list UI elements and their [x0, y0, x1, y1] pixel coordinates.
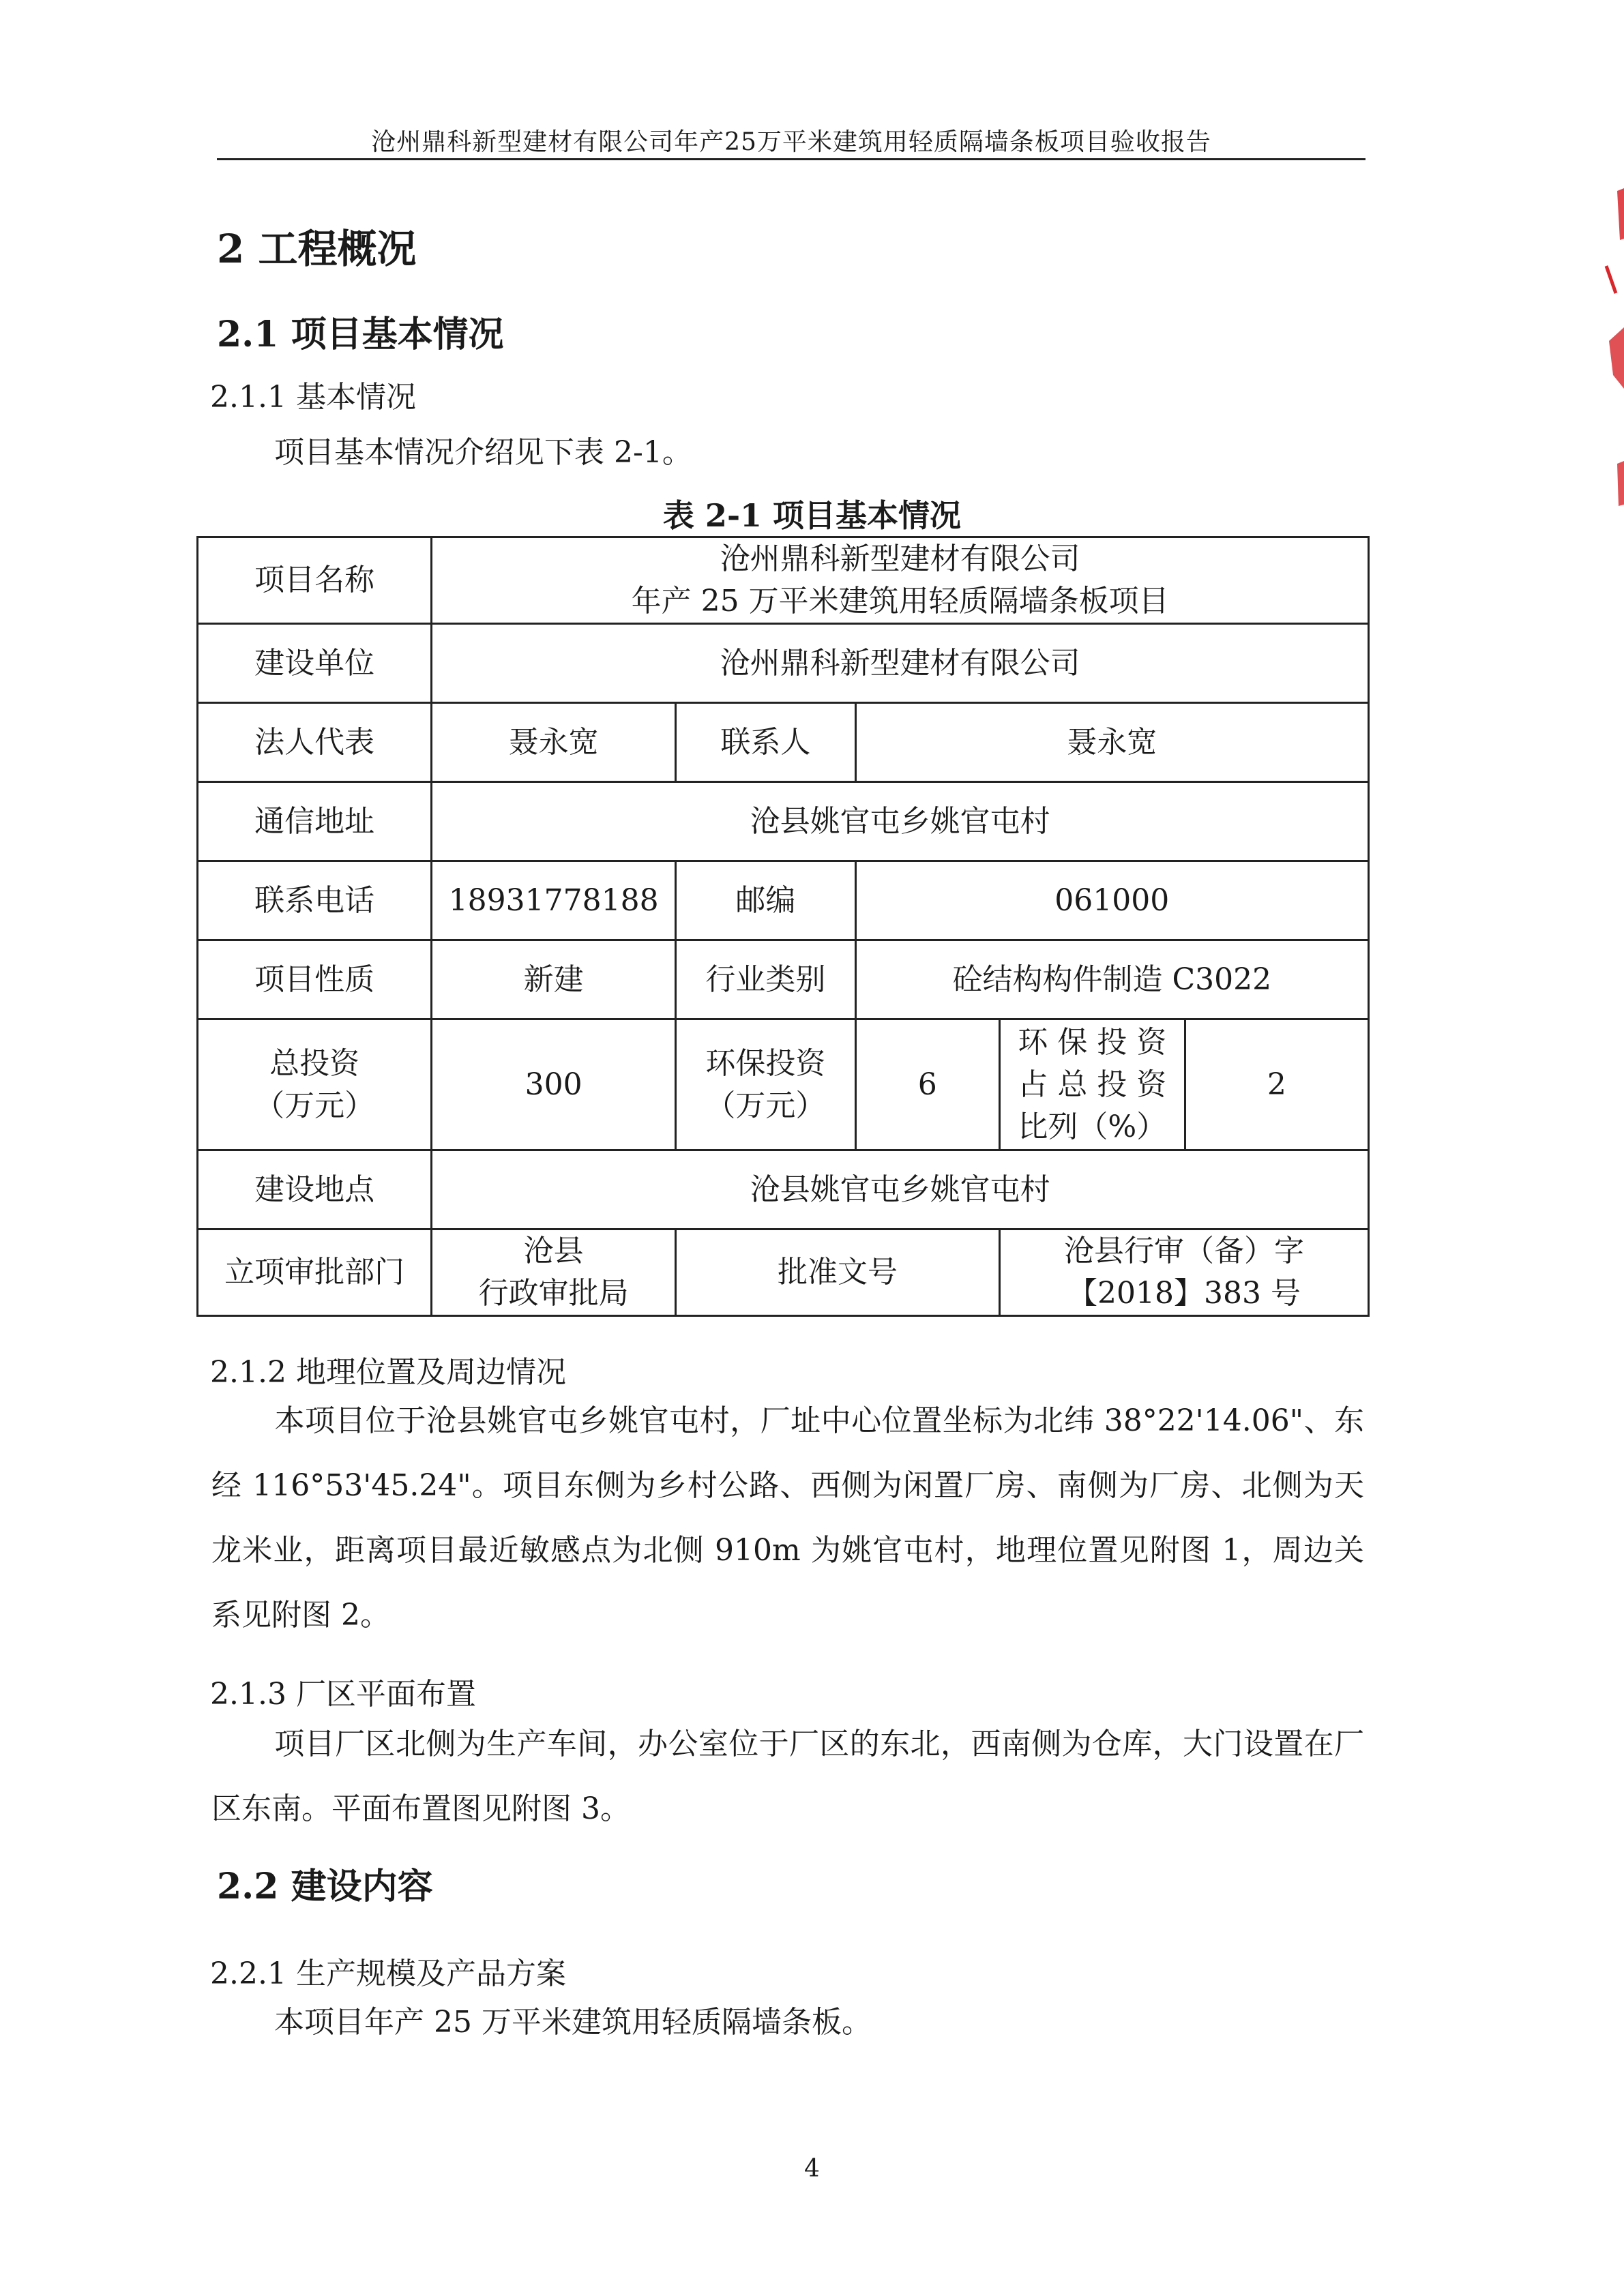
table-cell-label: 批准文号: [676, 1229, 1000, 1316]
header-rule: [217, 158, 1365, 160]
running-header: 沧州鼎科新型建材有限公司年产25万平米建筑用轻质隔墙条板项目验收报告: [371, 128, 1211, 156]
table-cell-value: 聂永宽: [432, 703, 676, 782]
section-2-2-title: 2.2 建设内容: [217, 1866, 433, 1907]
table-cell-label: 法人代表: [198, 703, 432, 782]
table-cell-value: 砼结构构件制造 C3022: [855, 940, 1368, 1019]
table-cell-label: 联系电话: [198, 861, 432, 940]
table-cell-label: 通信地址: [198, 782, 432, 861]
table-row: [198, 537, 1369, 624]
table-row: [198, 1229, 1369, 1316]
table-cell-label: 环 保 投 资 占 总 投 资 比列（%）: [1000, 1019, 1185, 1150]
table-cell-value: 061000: [855, 861, 1368, 940]
table-row: [198, 624, 1369, 703]
scale-paragraph: 本项目年产 25 万平米建筑用轻质隔墙条板。: [274, 2005, 872, 2040]
page-number: 4: [804, 2155, 820, 2183]
table-cell-value: 2: [1185, 1019, 1368, 1150]
table-cell-label: 联系人: [676, 703, 855, 782]
table-cell-value: 聂永宽: [855, 703, 1368, 782]
table-row: [198, 703, 1369, 782]
table-cell-label: 总投资 （万元）: [198, 1019, 432, 1150]
subsection-2-2-1-title: 2.2.1 生产规模及产品方案: [210, 1956, 566, 1991]
project-info-table: [196, 536, 1370, 1317]
seal-stamp-fragment: [1593, 164, 1624, 518]
section-2-1-title: 2.1 项目基本情况: [217, 314, 504, 355]
table-caption: 表 2-1 项目基本情况: [662, 497, 962, 534]
table-cell-label: 建设单位: [198, 624, 432, 703]
layout-paragraph: 项目厂区北侧为生产车间，办公室位于厂区的东北，西南侧为仓库，大门设置在厂区东南。平面布置图见附图 3。: [211, 1727, 1364, 1826]
subsection-2-1-2-title: 2.1.2 地理位置及周边情况: [210, 1355, 566, 1390]
table-cell-label: 行业类别: [676, 940, 855, 1019]
table-row: [198, 1019, 1369, 1150]
subsection-2-1-3-title: 2.1.3 厂区平面布置: [210, 1677, 476, 1712]
table-cell-value: 沧县姚官屯乡姚官屯村: [432, 1150, 1369, 1229]
table-cell-value: 沧县姚官屯乡姚官屯村: [432, 782, 1369, 861]
location-paragraph: 本项目位于沧县姚官屯乡姚官屯村，厂址中心位置坐标为北纬 38°22'14.06"、东经 116°53'45.24"。项目东侧为乡村公路、西侧为闲置厂房、南侧为厂房、北侧为天龙米业，距离项目最近敏感点为北侧 910m 为姚官屯村，地理位置见附图 1，周边关系见附图 2。: [211, 1403, 1364, 1632]
table-cell-value: 6: [855, 1019, 999, 1150]
table-row: [198, 1150, 1369, 1229]
table-cell-value: 沧县行审（备）字 【2018】383 号: [1000, 1229, 1369, 1316]
table-cell-value: 沧州鼎科新型建材有限公司 年产 25 万平米建筑用轻质隔墙条板项目: [432, 537, 1369, 624]
table-cell-value: 300: [432, 1019, 676, 1150]
table-cell-value: 18931778188: [432, 861, 676, 940]
table-cell-value: 沧州鼎科新型建材有限公司: [432, 624, 1369, 703]
table-cell-label: 项目性质: [198, 940, 432, 1019]
table-row: [198, 940, 1369, 1019]
subsection-2-1-1-title: 2.1.1 基本情况: [210, 380, 416, 415]
table-row: [198, 782, 1369, 861]
chapter-title: 2 工程概况: [217, 226, 417, 272]
table-row: [198, 861, 1369, 940]
table-cell-label: 邮编: [676, 861, 855, 940]
table-cell-label: 建设地点: [198, 1150, 432, 1229]
table-cell-label: 项目名称: [198, 537, 432, 624]
table-cell-label: 环保投资 （万元）: [676, 1019, 855, 1150]
table-cell-value: 新建: [432, 940, 676, 1019]
table-cell-label: 立项审批部门: [198, 1229, 432, 1316]
intro-paragraph: 项目基本情况介绍见下表 2-1。: [274, 435, 692, 470]
table-cell-value: 沧县 行政审批局: [432, 1229, 676, 1316]
